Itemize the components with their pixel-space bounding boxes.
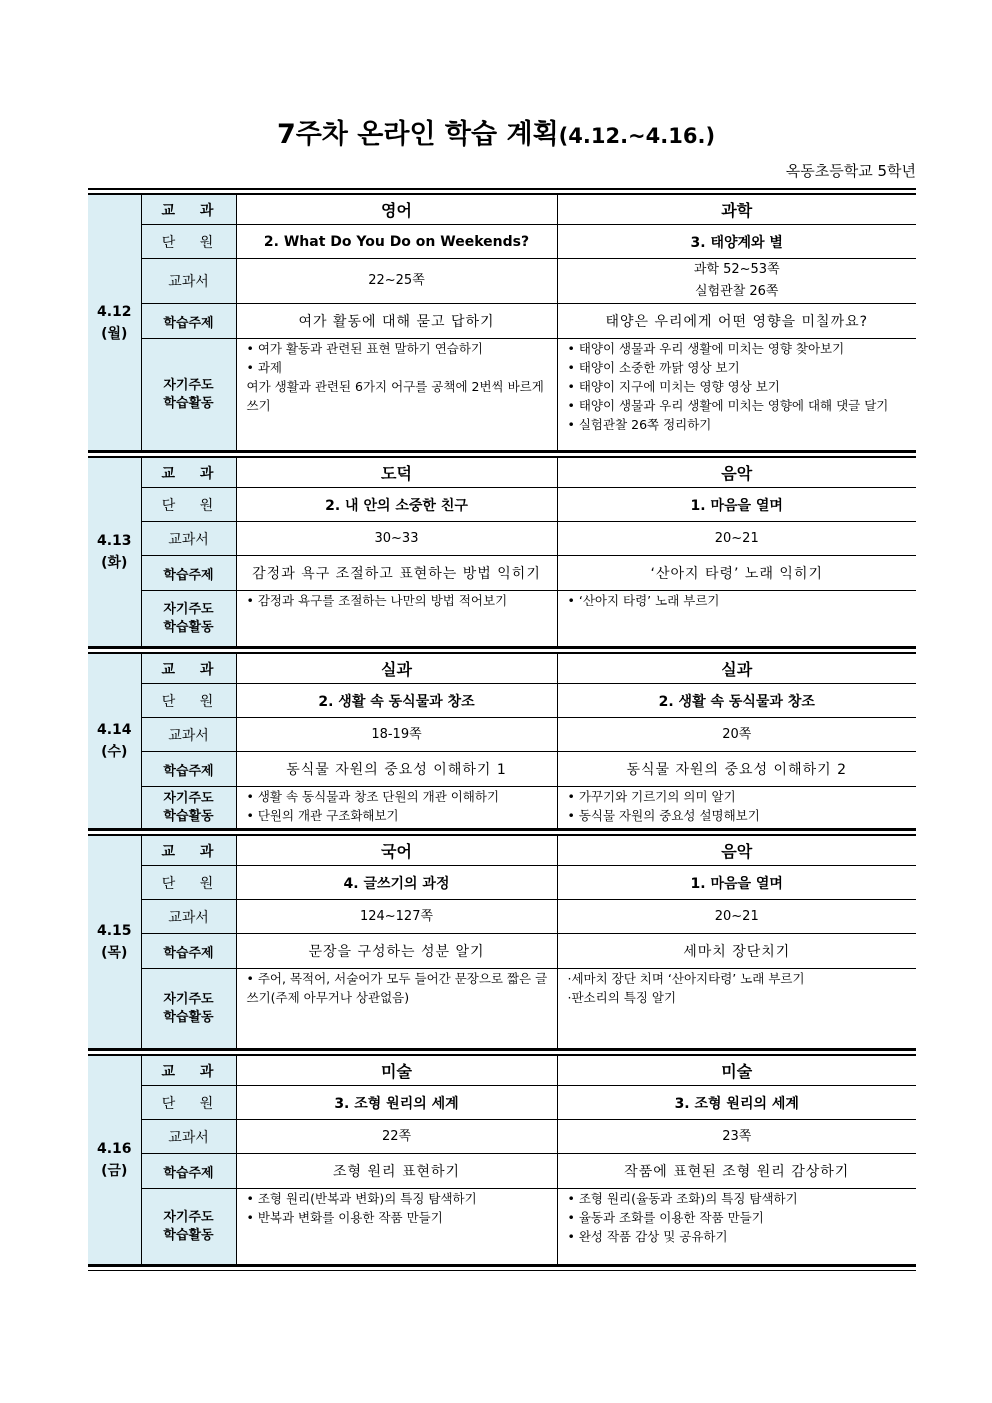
day-block [88, 194, 916, 451]
unit-name: 3. 태양계와 별 [557, 225, 916, 259]
unit-name: 2. 생활 속 동식물과 창조 [236, 684, 557, 718]
textbook-pages: 18-19쪽 [371, 726, 422, 742]
day-block [88, 1055, 916, 1265]
activity-item: 여가 생활과 관련된 6가지 어구를 공책에 2번씩 바르게 쓰기 [246, 379, 544, 413]
day-date: 4.14 [96, 722, 132, 738]
topic-label: 학습주제 [141, 934, 236, 969]
activity-cell [236, 339, 557, 451]
unit-label: 단 원 [141, 684, 236, 718]
page-title [0, 112, 992, 151]
textbook-pages: 22~25쪽 [368, 273, 425, 288]
topic-label: 학습주제 [141, 1154, 236, 1189]
activity-cell [557, 591, 916, 647]
unit-name: 1. 마음을 열며 [557, 488, 916, 522]
activity-item: • 반복과 변화를 이용한 작품 만들기 [246, 1210, 443, 1225]
unit-name: 2. 내 안의 소중한 친구 [236, 488, 557, 522]
topic-label: 학습주제 [141, 752, 236, 787]
day-date: 4.15 [96, 923, 132, 939]
textbook-cell [236, 1120, 557, 1154]
activity-cell [557, 787, 916, 829]
day-date-cell [88, 654, 141, 829]
activity-item: • 조형 원리(율동과 조화)의 특징 탐색하기 [567, 1191, 798, 1206]
activity-label-line2: 학습활동 [163, 395, 214, 411]
unit-name: 2. 생활 속 동식물과 창조 [557, 684, 916, 718]
day-date-cell [88, 1056, 141, 1265]
subject-name: 미술 [557, 1056, 916, 1086]
day-weekday: (화) [101, 555, 128, 571]
activity-item: • 조형 원리(반복과 변화)의 특징 탐색하기 [246, 1191, 477, 1206]
textbook-cell [236, 900, 557, 934]
day-weekday: (목) [101, 945, 128, 961]
activity-label [141, 339, 236, 451]
unit-label: 단 원 [141, 866, 236, 900]
unit-name: 4. 글쓰기의 과정 [236, 866, 557, 900]
activity-label-line1: 자기주도 [163, 1209, 214, 1225]
day-date: 4.12 [96, 303, 132, 320]
day-block [88, 653, 916, 829]
unit-label: 단 원 [141, 488, 236, 522]
activity-cell [557, 339, 916, 451]
textbook-cell [557, 522, 916, 556]
activity-item: • 주어, 목적어, 서술어가 모두 들어간 문장으로 짧은 글쓰기(주제 아무거나 상관없음) [246, 971, 548, 1005]
day-date: 4.13 [96, 533, 132, 549]
textbook-cell [557, 718, 916, 752]
activity-label-line1: 자기주도 [163, 991, 214, 1007]
topic-text: 세마치 장단치기 [557, 934, 916, 969]
textbook-label: 교과서 [141, 900, 236, 934]
activity-item: • 여가 활동과 관련된 표현 말하기 연습하기 [246, 341, 483, 356]
activity-item: • 실험관찰 26쪽 정리하기 [567, 417, 712, 432]
subject-label: 교 과 [141, 836, 236, 866]
textbook-pages: 20쪽 [722, 726, 752, 742]
day-date-cell [88, 195, 141, 451]
topic-text: 여가 활동에 대해 묻고 답하기 [236, 304, 557, 339]
subject-name: 실과 [236, 654, 557, 684]
topic-text: 동식물 자원의 중요성 이해하기 2 [557, 752, 916, 787]
textbook-pages: 과학 52~53쪽 [693, 262, 780, 277]
activity-cell [557, 969, 916, 1049]
subject-label: 교 과 [141, 458, 236, 488]
activity-item: • 가꾸기와 기르기의 의미 알기 [567, 789, 736, 804]
activity-cell [236, 787, 557, 829]
subject-name: 음악 [557, 458, 916, 488]
activity-label-line1: 자기주도 [163, 377, 214, 393]
textbook-pages: 30~33 [374, 530, 419, 546]
textbook-cell [236, 522, 557, 556]
subject-label: 교 과 [141, 195, 236, 225]
activity-item: • 율동과 조화를 이용한 작품 만들기 [567, 1210, 764, 1225]
textbook-pages: 20~21 [714, 908, 759, 924]
activity-item: • ‘산아지 타령’ 노래 부르기 [567, 593, 720, 608]
activity-item: • 태양이 소중한 까닭 영상 보기 [567, 360, 740, 375]
day-block [88, 457, 916, 647]
textbook-pages: 23쪽 [722, 1128, 752, 1144]
textbook-cell [557, 1120, 916, 1154]
activity-label [141, 1189, 236, 1265]
activity-cell [236, 969, 557, 1049]
unit-name: 3. 조형 원리의 세계 [557, 1086, 916, 1120]
unit-label: 단 원 [141, 225, 236, 259]
activity-item: ·판소리의 특징 알기 [567, 990, 677, 1005]
subject-label: 교 과 [141, 654, 236, 684]
activity-label-line2: 학습활동 [163, 619, 214, 635]
school-grade: 옥동초등학교 5학년 [785, 162, 916, 180]
subject-name: 영어 [236, 195, 557, 225]
textbook-label: 교과서 [141, 718, 236, 752]
textbook-pages: 22쪽 [381, 1128, 412, 1144]
textbook-label: 교과서 [141, 1120, 236, 1154]
table-bottom-border [88, 1265, 916, 1271]
title-date-range: (4.12.~4.16.) [558, 124, 716, 148]
subject-name: 실과 [557, 654, 916, 684]
activity-label-line2: 학습활동 [163, 1227, 214, 1243]
unit-label: 단 원 [141, 1086, 236, 1120]
topic-text: 조형 원리 표현하기 [236, 1154, 557, 1189]
textbook-label: 교과서 [141, 522, 236, 556]
topic-label: 학습주제 [141, 556, 236, 591]
activity-label [141, 969, 236, 1049]
unit-name: 2. What Do You Do on Weekends? [236, 225, 557, 259]
subject-name: 국어 [236, 836, 557, 866]
topic-text: 태양은 우리에게 어떤 영향을 미칠까요? [557, 304, 916, 339]
activity-item: • 완성 작품 감상 및 공유하기 [567, 1229, 728, 1244]
activity-item: ·세마치 장단 치며 ‘산아지타령’ 노래 부르기 [567, 971, 805, 986]
textbook-pages: 124~127쪽 [359, 908, 434, 924]
textbook-cell [557, 259, 916, 304]
topic-text: ‘산아지 타령’ 노래 익히기 [557, 556, 916, 591]
day-weekday: (수) [101, 744, 128, 760]
day-block [88, 835, 916, 1049]
day-weekday: (월) [101, 325, 128, 342]
day-date-cell [88, 836, 141, 1049]
activity-label-line2: 학습활동 [163, 1009, 214, 1025]
activity-label [141, 591, 236, 647]
subject-label: 교 과 [141, 1056, 236, 1086]
day-date: 4.16 [96, 1141, 132, 1157]
topic-text: 감정과 욕구 조절하고 표현하는 방법 익히기 [236, 556, 557, 591]
topic-text: 문장을 구성하는 성분 알기 [236, 934, 557, 969]
subject-name: 음악 [557, 836, 916, 866]
textbook-pages: 20~21 [714, 530, 759, 546]
day-date-cell [88, 458, 141, 647]
activity-item: • 감정과 욕구를 조절하는 나만의 방법 적어보기 [246, 593, 508, 608]
subject-name: 미술 [236, 1056, 557, 1086]
textbook-cell [236, 718, 557, 752]
activity-label-line1: 자기주도 [163, 601, 214, 617]
activity-label-line2: 학습활동 [163, 808, 214, 824]
topic-label: 학습주제 [141, 304, 236, 339]
activity-item: • 과제 [246, 360, 282, 375]
activity-cell [557, 1189, 916, 1265]
activity-item: • 태양이 생물과 우리 생활에 미치는 영향 찾아보기 [567, 341, 845, 356]
subject-name: 도덕 [236, 458, 557, 488]
activity-item: • 단원의 개관 구조화해보기 [246, 808, 399, 823]
activity-item: • 생활 속 동식물과 창조 단원의 개관 이해하기 [246, 789, 500, 804]
activity-item: • 동식물 자원의 중요성 설명해보기 [567, 808, 760, 823]
textbook-cell [236, 259, 557, 304]
textbook-cell [557, 900, 916, 934]
title-text: 7주차 온라인 학습 계획 [276, 119, 559, 150]
activity-label [141, 787, 236, 829]
unit-name: 3. 조형 원리의 세계 [236, 1086, 557, 1120]
topic-text: 동식물 자원의 중요성 이해하기 1 [236, 752, 557, 787]
day-weekday: (금) [101, 1163, 128, 1179]
subject-name: 과학 [557, 195, 916, 225]
activity-cell [236, 1189, 557, 1265]
activity-item: • 태양이 생물과 우리 생활에 미치는 영향에 대해 댓글 달기 [567, 398, 889, 413]
topic-text: 작품에 표현된 조형 원리 감상하기 [557, 1154, 916, 1189]
activity-label-line1: 자기주도 [163, 790, 214, 806]
schedule-table [88, 188, 916, 1271]
textbook-label: 교과서 [141, 259, 236, 304]
activity-cell [236, 591, 557, 647]
activity-item: • 태양이 지구에 미치는 영향 영상 보기 [567, 379, 780, 394]
unit-name: 1. 마음을 열며 [557, 866, 916, 900]
textbook-pages: 실험관찰 26쪽 [695, 284, 779, 299]
